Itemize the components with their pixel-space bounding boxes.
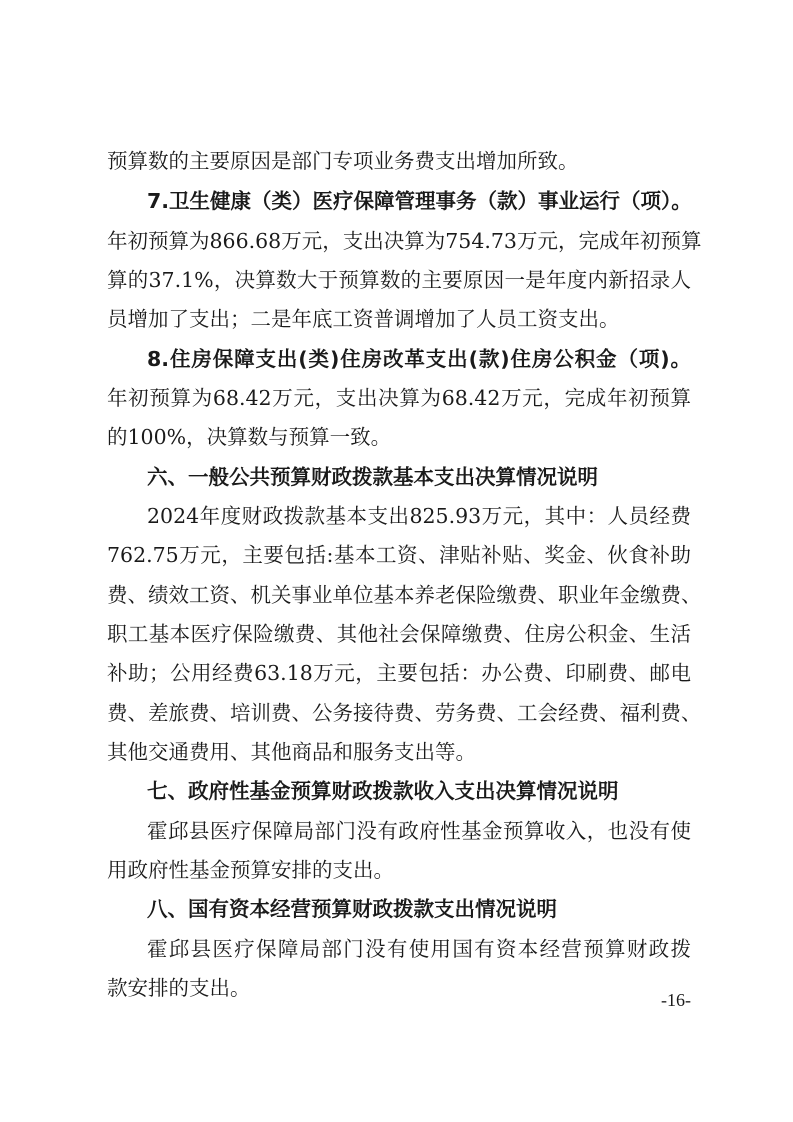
- section-heading-eight: 八、国有资本经营预算财政拨款支出情况说明: [147, 897, 557, 921]
- paragraph-line: 霍邱县医疗保障局部门没有政府性基金预算收入，也没有使: [147, 819, 691, 843]
- paragraph-line: 用政府性基金预算安排的支出。: [107, 858, 394, 882]
- page-number: -16-: [661, 990, 691, 1010]
- paragraph-line: 其他交通费用、其他商品和服务支出等。: [107, 740, 476, 764]
- section-heading-six: 六、一般公共预算财政拨款基本支出决算情况说明: [147, 465, 598, 489]
- paragraph-line: 年初预算为866.68万元，支出决算为754.73万元，完成年初预算: [107, 229, 702, 253]
- paragraph-line: 762.75万元，主要包括:基本工资、津贴补贴、奖金、伙食补助: [107, 543, 691, 567]
- section-heading-8: 8.住房保障支出(类)住房改革支出(款)住房公积金（项)。: [147, 347, 691, 371]
- section-heading-seven: 七、政府性基金预算财政拨款收入支出决算情况说明: [147, 779, 619, 803]
- paragraph-line: 年初预算为68.42万元，支出决算为68.42万元，完成年初预算: [107, 386, 691, 410]
- paragraph-line: 费、绩效工资、机关事业单位基本养老保险缴费、职业年金缴费、: [107, 583, 702, 607]
- paragraph-line: 算的37.1%，决算数大于预算数的主要原因一是年度内新招录人: [107, 268, 691, 292]
- paragraph-line: 预算数的主要原因是部门专项业务费支出增加所致。: [107, 149, 579, 173]
- paragraph-line: 员增加了支出；二是年底工资普调增加了人员工资支出。: [107, 307, 620, 331]
- paragraph-line: 2024年度财政拨款基本支出825.93万元，其中：人员经费: [147, 504, 691, 528]
- paragraph-line: 霍邱县医疗保障局部门没有使用国有资本经营预算财政拨: [147, 937, 691, 961]
- paragraph-line: 款安排的支出。: [107, 976, 251, 1000]
- paragraph-line: 补助；公用经费63.18万元，主要包括：办公费、印刷费、邮电: [107, 661, 691, 685]
- paragraph-line: 的100%，决算数与预算一致。: [107, 425, 392, 449]
- paragraph-line: 职工基本医疗保险缴费、其他社会保障缴费、住房公积金、生活: [107, 622, 691, 646]
- paragraph-line: 费、差旅费、培训费、公务接待费、劳务费、工会经费、福利费、: [107, 701, 702, 725]
- section-heading-7: 7.卫生健康（类）医疗保障管理事务（款）事业运行（项）。: [147, 189, 692, 213]
